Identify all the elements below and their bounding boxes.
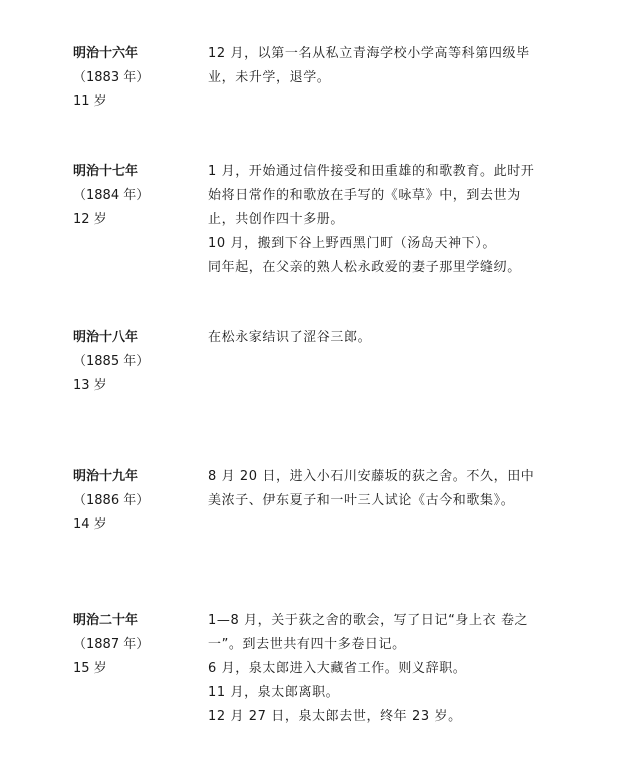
western-year: （1883 年） [73, 70, 150, 85]
era-name: 明治十七年 [73, 164, 139, 179]
age: 11 岁 [73, 94, 107, 109]
events-column [208, 42, 558, 90]
event-line: 8 月 20 日，进入小石川安藤坂的荻之舍。不久，田中 [208, 469, 535, 484]
event-line: 始将日常作的和歌放在手写的《咏草》中，到去世为 [208, 188, 521, 203]
western-year: （1886 年） [73, 493, 150, 508]
event-line: 10 月，搬到下谷上野西黑门町（汤岛天神下）。 [208, 236, 496, 251]
age: 15 岁 [73, 661, 107, 676]
event-line: 同年起，在父亲的熟人松永政爱的妻子那里学缝纫。 [208, 260, 521, 275]
event-line: 12 月，以第一名从私立青海学校小学高等科第四级毕 [208, 46, 530, 61]
age: 13 岁 [73, 378, 107, 393]
age: 12 岁 [73, 212, 107, 227]
events-column [208, 465, 558, 513]
western-year: （1884 年） [73, 188, 150, 203]
events-column [208, 326, 558, 350]
event-line: 12 月 27 日，泉太郎去世，终年 23 岁。 [208, 709, 462, 724]
event-line: 业，未升学，退学。 [208, 70, 331, 85]
era-column [73, 609, 183, 681]
event-line: 1 月，开始通过信件接受和田重雄的和歌教育。此时开 [208, 164, 535, 179]
event-line: 美浓子、伊东夏子和一叶三人试论《古今和歌集》。 [208, 493, 515, 508]
event-line: 11 月，泉太郎离职。 [208, 685, 340, 700]
western-year: （1885 年） [73, 354, 150, 369]
era-name: 明治十六年 [73, 46, 139, 61]
events-column [208, 160, 558, 280]
era-name: 明治二十年 [73, 613, 139, 628]
event-line: 一”。到去世共有四十多卷日记。 [208, 637, 406, 652]
era-name: 明治十八年 [73, 330, 139, 345]
event-line: 1—8 月，关于荻之舍的歌会，写了日记“身上衣 卷之 [208, 613, 529, 628]
events-column [208, 609, 558, 729]
western-year: （1887 年） [73, 637, 150, 652]
era-column [73, 465, 183, 537]
age: 14 岁 [73, 517, 107, 532]
event-line: 止，共创作四十多册。 [208, 212, 345, 227]
event-line: 6 月，泉太郎进入大藏省工作。则义辞职。 [208, 661, 467, 676]
event-line: 在松永家结识了涩谷三郎。 [208, 330, 372, 345]
era-name: 明治十九年 [73, 469, 139, 484]
era-column [73, 42, 183, 114]
era-column [73, 160, 183, 232]
era-column [73, 326, 183, 398]
